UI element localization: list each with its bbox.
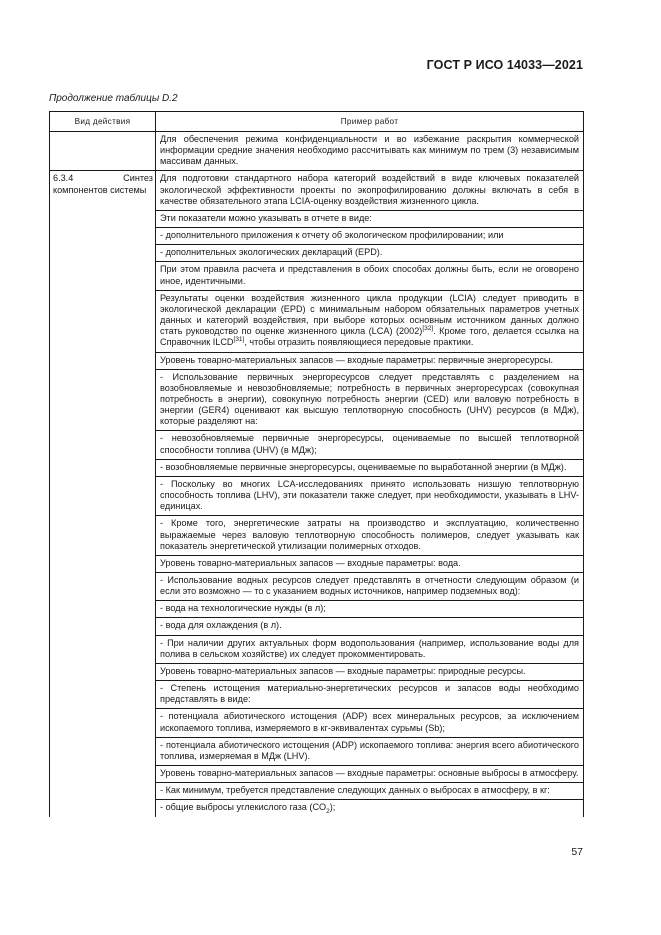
example-paragraph: - вода на технологические нужды (в л); xyxy=(156,601,583,618)
example-paragraph: - Использование первичных энергоресурсов следует представлять с разделением на возобновляемые и невозобновляемые; потребность в первичных энергоресурсах (совокупная потребность в энергии), совокупную потребность энергии (CED) или валовую потребность в энергии (GER4) оценивают как высшую теплотворную способность (UHV) ресурсов (в МДж), которые разделяют на: xyxy=(156,370,583,432)
example-paragraph: - При наличии других актуальных форм водопользования (например, использование воды для полива в сельском хозяйстве) их следует прокомментировать. xyxy=(156,636,583,664)
table-header-row xyxy=(50,112,584,132)
example-paragraph: - общие выбросы углекислого газа $(CO_2)$; xyxy=(160,802,336,816)
example-paragraph: - Степень истощения материально-энергетических ресурсов и запасов воды необходимо представлять в виде: xyxy=(156,681,583,709)
table-row xyxy=(50,171,584,817)
page-number: 57 xyxy=(571,846,583,858)
example-paragraph: - потенциала абиотического истощения (ADP) ископаемого топлива: энергия всего абиотического топлива, измеряемая в МДж (LHV). xyxy=(156,738,583,766)
example-paragraph: Для подготовки стандартного набора категорий воздействий в виде ключевых показателей экологической эффективности проекты по экопрофилированию должны включать в себя в качестве обязательного этапа LCIA-оценку воздействия жизненного цикла. xyxy=(156,171,583,210)
example-paragraph: - Кроме того, энергетические затраты на производство и эксплуатацию, количественно выражаемые через валовую теплотворную способность полимеров, следует указывать как показатель энергетической утилизации полимерных отходов. xyxy=(156,516,583,555)
example-paragraph: - невозобновляемые первичные энергоресурсы, оцениваемые по высшей теплотворной способности топлива (UHV) (в МДж); xyxy=(156,431,583,459)
example-paragraph: Уровень товарно-материальных запасов — входные параметры: основные выбросы в атмосферу. xyxy=(156,766,583,783)
document-standard-header: ГОСТ Р ИСО 14033—2021 xyxy=(426,58,583,72)
example-paragraph: - Поскольку во многих LCA-исследованиях принято использовать низшую теплотворную способность топлива (LHV), эти показатели также следует, при необходимости, указывать в LHV-единицах. xyxy=(156,477,583,516)
example-paragraph: - Как минимум, требуется представление следующих данных о выбросах в атмосферу, в кг: xyxy=(156,783,583,800)
action-cell: 6.3.4 Синтез компонентов системы xyxy=(50,171,156,817)
example-paragraph: - потенциала абиотического истощения (ADP) всех минеральных ресурсов, за исключением ископаемого топлива, измеряемого в кг-эквивалентах сурьмы (Sb); xyxy=(156,709,583,737)
examples-cell xyxy=(156,171,584,817)
activities-table xyxy=(49,111,584,817)
example-paragraph: - дополнительных экологических деклараций (EPD). xyxy=(156,245,583,262)
column-header-action: Вид действия xyxy=(50,112,156,132)
example-paragraph: При этом правила расчета и представления в обоих способах должны быть, если не оговорено иное, идентичными. xyxy=(156,262,583,290)
column-header-examples: Пример работ xyxy=(156,112,584,132)
example-paragraph: Уровень товарно-материальных запасов — входные параметры: первичные энергоресурсы. xyxy=(156,353,583,370)
example-paragraph: - Использование водных ресурсов следует представлять в отчетности следующим образом (и если это возможно — то с указанием водных источников, например подземных вод): xyxy=(156,573,583,601)
example-paragraph: Для обеспечения режима конфиденциальности и во избежание раскрытия коммерческой информации средние значения необходимо рассчитывать как минимум по трем (3) независимым массивам данных. xyxy=(160,134,579,167)
example-paragraph: Эти показатели можно указывать в отчете в виде: xyxy=(156,211,583,228)
table-caption: Продолжение таблицы D.2 xyxy=(49,93,178,104)
example-paragraph: Результаты оценки воздействия жизненного цикла продукции (LCIA) следует приводить в экологической декларации (EPD) с минимальным набором обязательных параметров учетных данных и категорий воздействия, при выборе которых основным источником данных должно стать руководство по оценке жизненного цикла (LCA) (2002)[32]. Кроме того, делается ссылка на Справочник ILCD[31], чтобы отразить появляющиеся передовые практики. xyxy=(156,291,583,353)
example-paragraph: - вода для охлаждения (в л). xyxy=(156,618,583,635)
table-row xyxy=(50,132,584,171)
example-paragraph: - дополнительного приложения к отчету об экологическом профилировании; или xyxy=(156,228,583,245)
example-paragraph: - возобновляемые первичные энергоресурсы, оцениваемые по выработанной энергии (в МДж). xyxy=(156,460,583,477)
examples-cell xyxy=(156,132,584,171)
example-paragraph: Уровень товарно-материальных запасов — входные параметры: природные ресурсы. xyxy=(156,664,583,681)
action-cell xyxy=(50,132,156,171)
example-paragraph: Уровень товарно-материальных запасов — входные параметры: вода. xyxy=(156,556,583,573)
